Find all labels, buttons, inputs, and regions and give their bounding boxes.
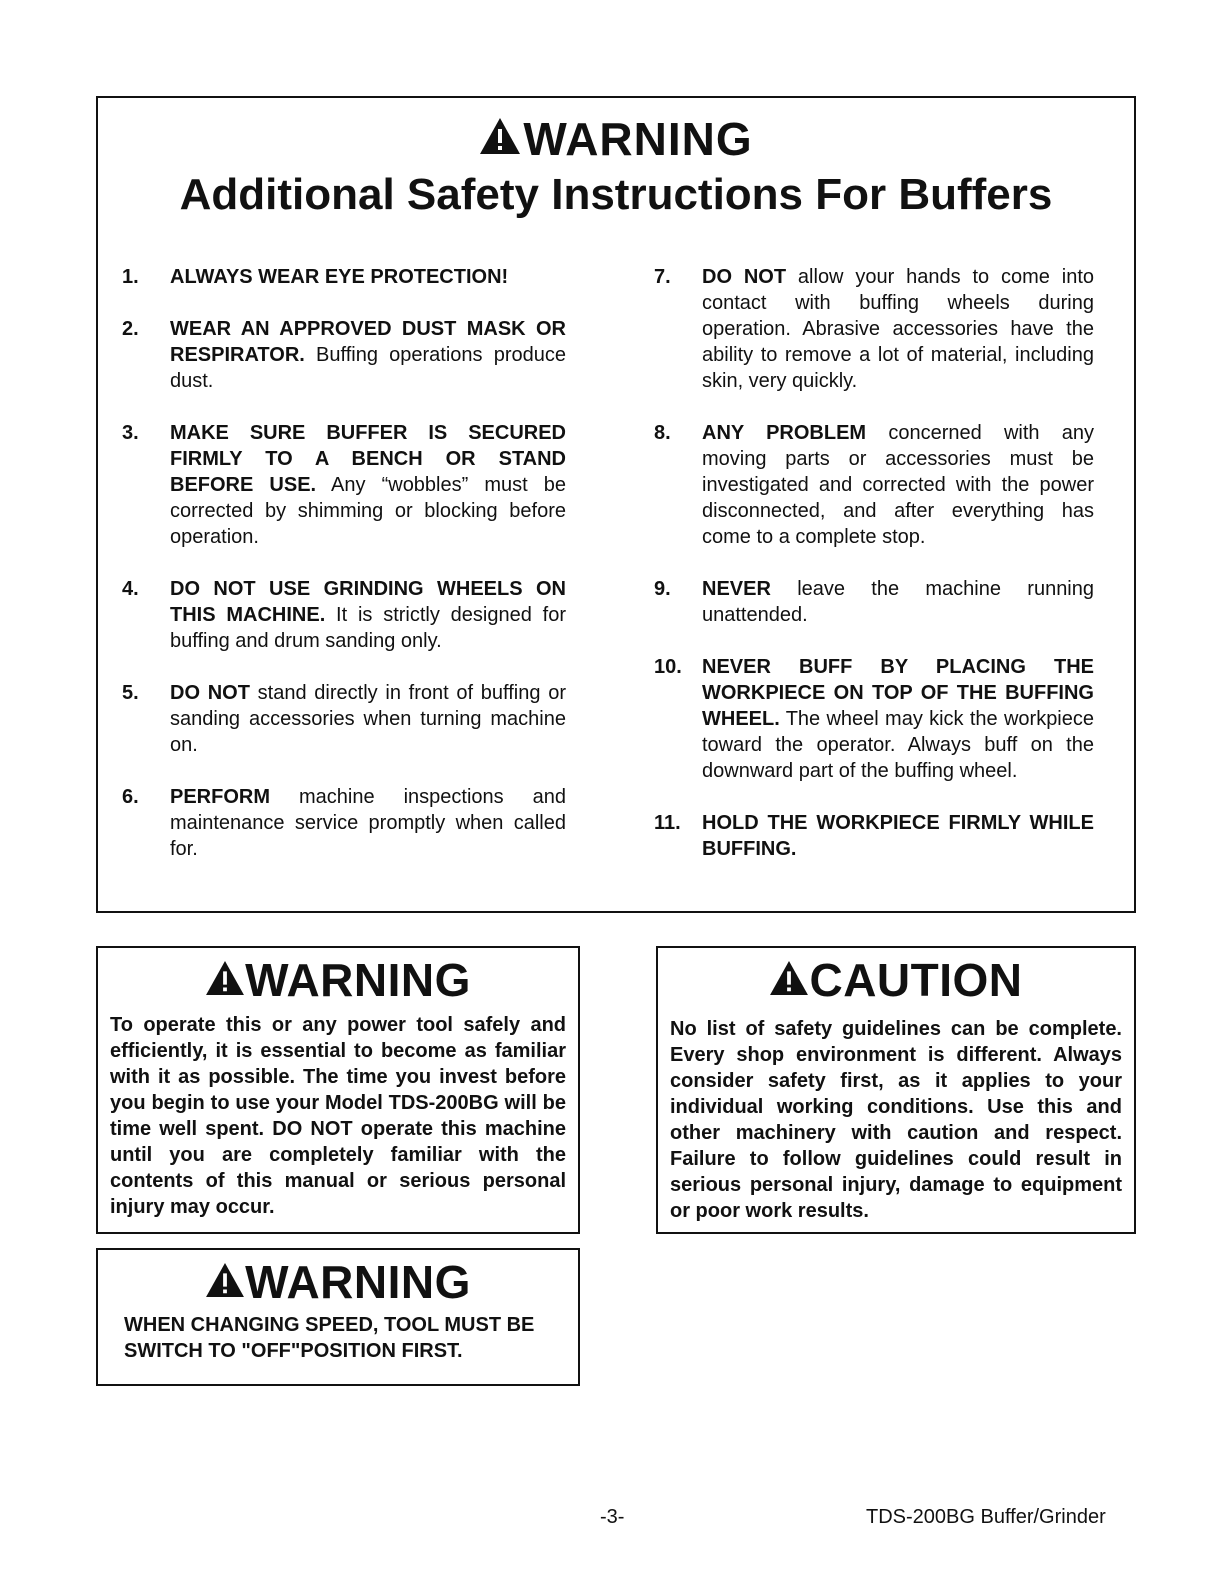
item-lead: NEVER BUFF BY PLACING THE WORKPIECE ON TOP OF THE BUFFING WHEEL. bbox=[702, 656, 1094, 730]
item-body: Any “wobbles” must be corrected by shimming or blocking before operation. bbox=[170, 474, 567, 548]
list-item bbox=[654, 576, 1094, 628]
warning-triangle-icon bbox=[205, 1262, 245, 1298]
item-lead: HOLD THE WORKPIECE FIRMLY WHILE BUFFING. bbox=[702, 812, 1094, 860]
main-warning-heading bbox=[98, 112, 1134, 166]
item-number: 3. bbox=[122, 422, 139, 444]
item-number: 4. bbox=[122, 578, 139, 600]
item-number: 10. bbox=[654, 656, 682, 678]
item-lead: DO NOT bbox=[170, 682, 250, 704]
caution-text: No list of safety guidelines can be complete. Every shop environment is different. Always consider safety first, as it applies to your individual working conditions. Use this and other machinery with caution and respect. Failure to follow guidelines could result in serious personal injury, damage to equipment or poor work results. bbox=[670, 1018, 1122, 1222]
list-item bbox=[654, 654, 1094, 784]
item-number: 1. bbox=[122, 266, 139, 288]
item-body: It is strictly designed for buffing and drum sanding only. bbox=[170, 604, 566, 652]
list-item bbox=[122, 420, 566, 550]
main-warning-box bbox=[96, 96, 1136, 913]
item-number: 11. bbox=[654, 812, 681, 834]
list-item bbox=[122, 680, 566, 758]
item-number: 2. bbox=[122, 318, 139, 340]
item-number: 6. bbox=[122, 786, 139, 808]
main-warning-title-word: WARNING bbox=[523, 113, 753, 165]
item-number: 8. bbox=[654, 422, 671, 444]
warning-triangle-icon bbox=[769, 960, 809, 996]
instructions-left-column bbox=[122, 264, 566, 888]
item-lead: ANY PROBLEM bbox=[702, 422, 867, 444]
page-number: -3- bbox=[600, 1506, 625, 1528]
main-warning-subtitle: Additional Safety Instructions For Buffers bbox=[179, 170, 1053, 219]
speed-warning-text: WHEN CHANGING SPEED, TOOL MUST BE SWITCH TO "OFF"POSITION FIRST. bbox=[124, 1314, 535, 1362]
item-body: allow your hands to come into contact with buffing wheels during operation. Abrasive accessories have the ability to remove a lot of material, including skin, very quickly. bbox=[702, 266, 1094, 392]
list-item bbox=[654, 810, 1094, 862]
item-lead: DO NOT bbox=[702, 266, 787, 288]
list-item bbox=[122, 264, 566, 290]
caution-box bbox=[656, 946, 1136, 1234]
item-lead: ALWAYS WEAR EYE PROTECTION! bbox=[170, 266, 509, 288]
item-number: 5. bbox=[122, 682, 139, 704]
list-item bbox=[122, 784, 566, 862]
list-item bbox=[122, 576, 566, 654]
item-lead: NEVER bbox=[702, 578, 771, 600]
caution-heading bbox=[658, 954, 1134, 1006]
item-lead: MAKE SURE BUFFER IS SECURED FIRMLY TO A BENCH OR STAND BEFORE USE. bbox=[170, 422, 566, 496]
warning-triangle-icon bbox=[205, 960, 245, 996]
item-body: leave the machine running unattended. bbox=[702, 578, 1094, 626]
item-body: Buffing operations produce dust. bbox=[170, 344, 566, 392]
familiarity-warning-title-word: WARNING bbox=[245, 954, 471, 1006]
footer-model-name: TDS-200BG Buffer/Grinder bbox=[866, 1506, 1106, 1528]
item-lead: DO NOT USE GRINDING WHEELS ON THIS MACHINE. bbox=[170, 578, 566, 626]
instructions-right-column bbox=[654, 264, 1094, 888]
speed-warning-box bbox=[96, 1248, 580, 1386]
caution-title-word: CAUTION bbox=[809, 954, 1023, 1006]
list-item bbox=[654, 264, 1094, 394]
speed-warning-heading bbox=[98, 1256, 578, 1308]
speed-warning-title-word: WARNING bbox=[245, 1256, 471, 1308]
item-body: stand directly in front of buffing or sanding accessories when turning machine on. bbox=[170, 682, 566, 756]
item-number: 9. bbox=[654, 578, 671, 600]
list-item bbox=[654, 420, 1094, 550]
familiarity-warning-heading bbox=[98, 954, 578, 1006]
item-body: machine inspections and maintenance service promptly when called for. bbox=[170, 786, 566, 860]
list-item bbox=[122, 316, 566, 394]
familiarity-warning-text: To operate this or any power tool safely and efficiently, it is essential to become as familiar with it as possible. The time you invest before you begin to use your Model TDS-200BG will be time well spent. DO NOT operate this machine until you are completely familiar with the contents of this manual or serious personal injury may occur. bbox=[110, 1014, 566, 1218]
item-lead: WEAR AN APPROVED DUST MASK OR RESPIRATOR. bbox=[170, 318, 566, 366]
familiarity-warning-box bbox=[96, 946, 580, 1234]
item-lead: PERFORM bbox=[170, 786, 270, 808]
item-body: The wheel may kick the workpiece toward the operator. Always buff on the downward part of the buffing wheel. bbox=[702, 708, 1094, 782]
item-body: concerned with any moving parts or accessories must be investigated and corrected with the power disconnected, and after everything has come to a complete stop. bbox=[702, 422, 1094, 548]
warning-triangle-icon bbox=[479, 117, 521, 155]
item-number: 7. bbox=[654, 266, 671, 288]
